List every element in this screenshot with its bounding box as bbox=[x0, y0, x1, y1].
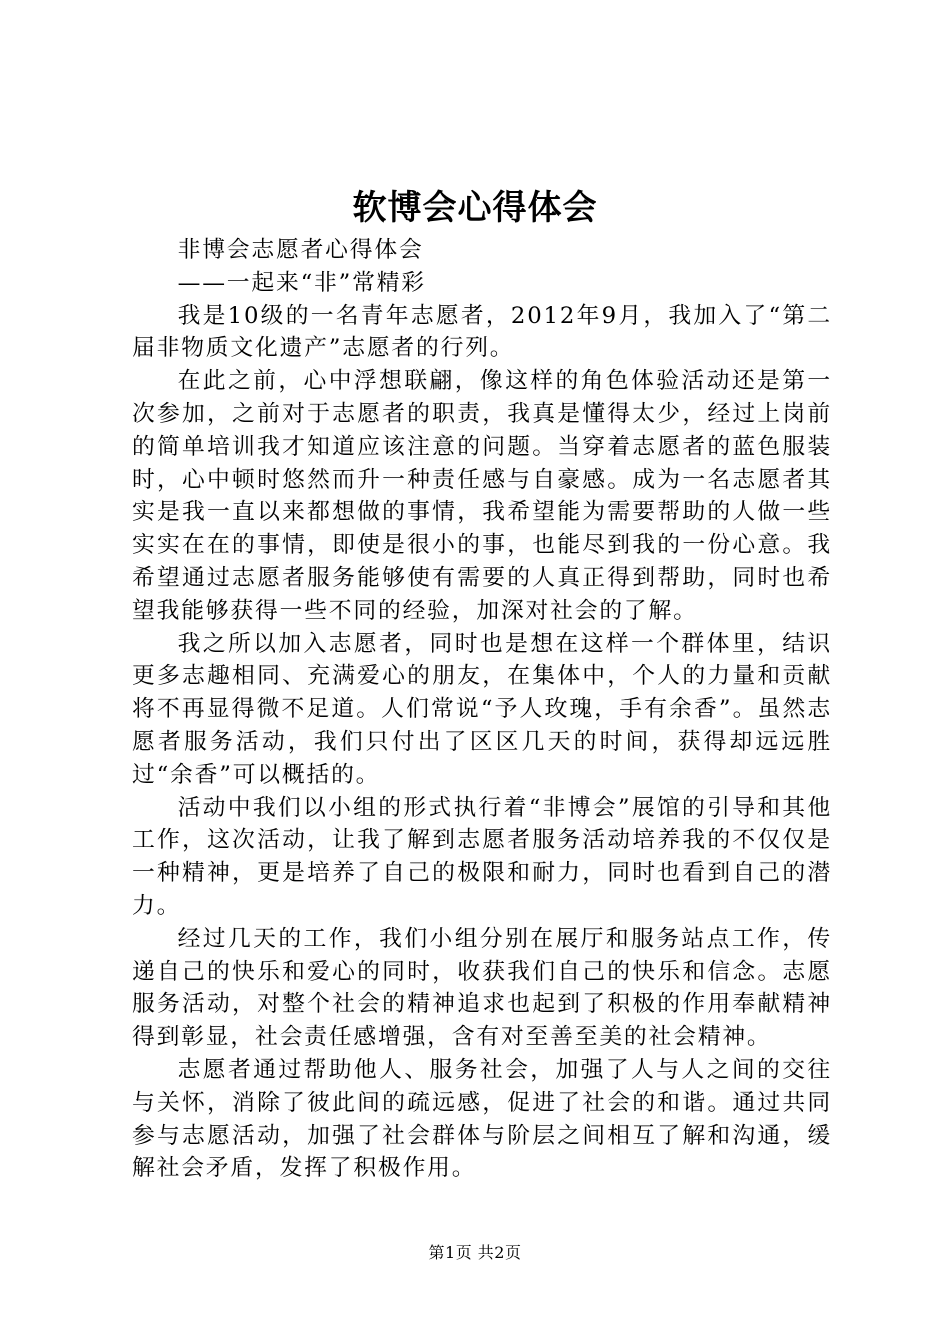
body-paragraph: 活动中我们以小组的形式执行着“非博会”展馆的引导和其他工作，这次活动，让我了解到志愿者服务活动培养我的不仅仅是一种精神，更是培养了自己的极限和耐力，同时也看到自己的潜力。 bbox=[132, 794, 832, 919]
document-title: 软博会心得体会 bbox=[352, 188, 598, 228]
body-paragraph: 我之所以加入志愿者，同时也是想在这样一个群体里，结识更多志趣相同、充满爱心的朋友，在集体中，个人的力量和贡献将不再显得微不足道。人们常说“予人玫瑰，手有余香”。虽然志愿者服务活动，我们只付出了区区几天的时间，获得却远远胜过“余香”可以概括的。 bbox=[132, 630, 832, 788]
body-paragraph: 志愿者通过帮助他人、服务社会，加强了人与人之间的交往与关怀，消除了彼此间的疏远感，促进了社会的和谐。通过共同参与志愿活动，加强了社会群体与阶层之间相互了解和沟通，缓解社会矛盾，发挥了积极作用。 bbox=[132, 1056, 832, 1182]
subtitle-line: 非博会志愿者心得体会 bbox=[177, 237, 424, 263]
body-paragraph: 经过几天的工作，我们小组分别在展厅和服务站点工作，传递自己的快乐和爱心的同时，收获我们自己的快乐和信念。志愿服务活动，对整个社会的精神追求也起到了积极的作用奉献精神得到彰显，社会责任感增强，含有对至善至美的社会精神。 bbox=[132, 925, 832, 1051]
body-paragraph: 我是10级的一名青年志愿者，2012年9月，我加入了“第二届非物质文化遗产”志愿者的行列。 bbox=[132, 302, 832, 362]
body-paragraph: 在此之前，心中浮想联翩，像这样的角色体验活动还是第一次参加，之前对于志愿者的职责，我真是懂得太少，经过上岗前的简单培训我才知道应该注意的问题。当穿着志愿者的蓝色服装时，心中顿时悠然而升一种责任感与自豪感。成为一名志愿者其实是我一直以来都想做的事情，我希望能为需要帮助的人做一些实实在在的事情，即使是很小的事，也能尽到我的一份心意。我希望通过志愿者服务能够使有需要的人真正得到帮助，同时也希望我能够获得一些不同的经验，加深对社会的了解。 bbox=[132, 368, 832, 624]
document-body bbox=[132, 234, 832, 1185]
subtitle-slogan: ——一起来“非”常精彩 bbox=[177, 269, 426, 296]
page-footer: 第1页 共2页 bbox=[428, 1243, 522, 1262]
